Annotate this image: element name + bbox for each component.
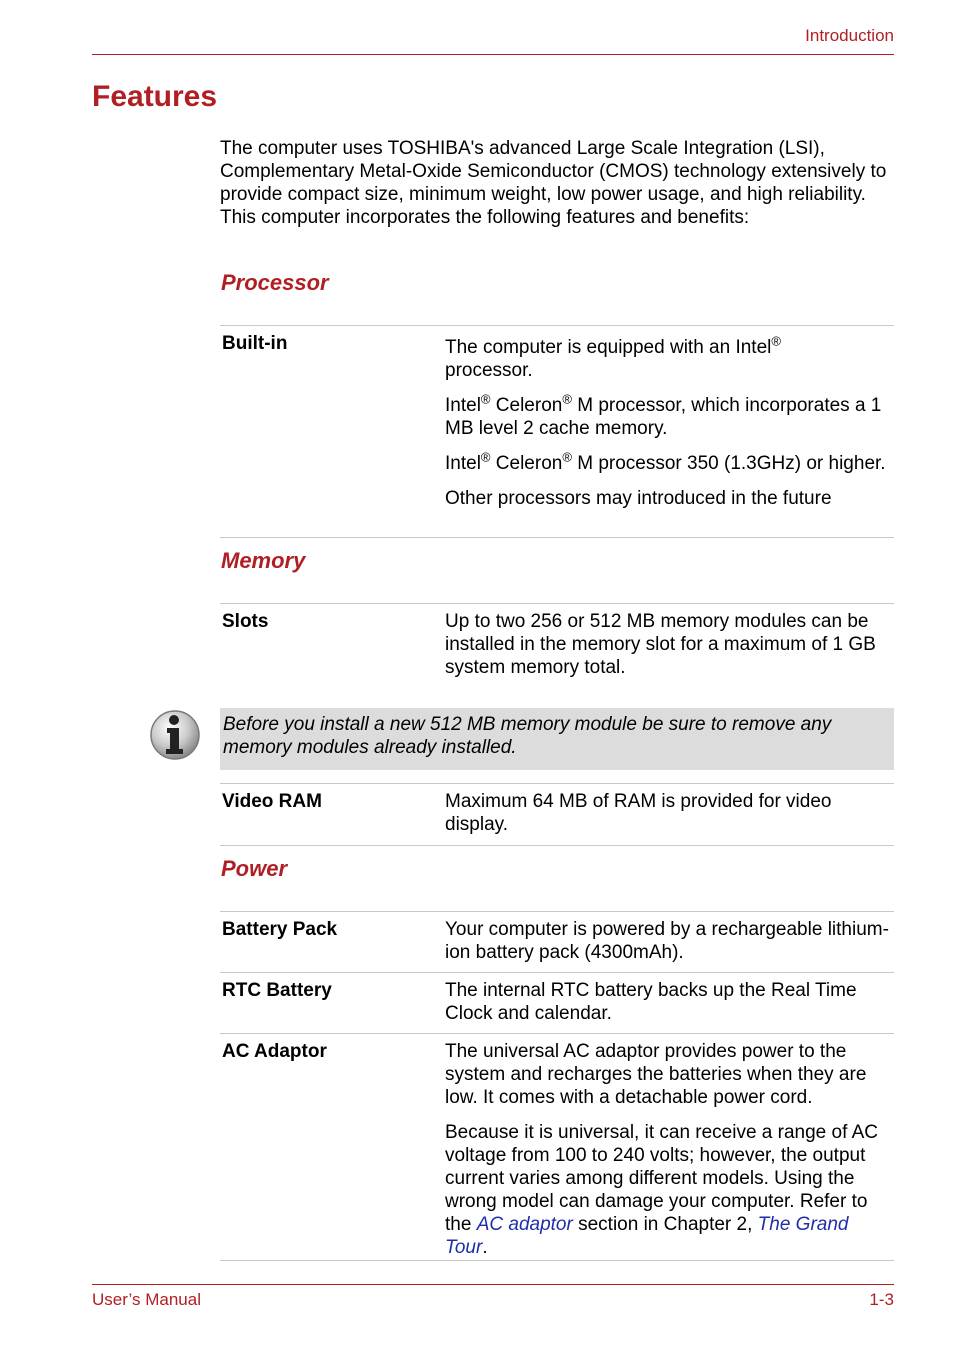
memory-note <box>220 708 894 770</box>
rtc-battery-description: The internal RTC battery backs up the Real Time Clock and calendar. <box>445 980 857 1024</box>
footer-divider <box>92 1284 894 1285</box>
memory-note-text: Before you install a new 512 MB memory module be sure to remove any memory modules already installed. <box>223 714 832 758</box>
header-divider <box>92 54 894 55</box>
page-number: 1-3 <box>869 1290 894 1309</box>
page-title: Features <box>92 80 218 113</box>
ac-adaptor-p1: The universal AC adaptor provides power to the system and recharges the batteries when they are low. It comes with a detachable power cord. <box>445 1041 867 1108</box>
power-heading: Power <box>221 856 288 881</box>
video-ram-label: Video RAM <box>222 791 322 812</box>
grand-tour-link[interactable]: The Grand Tour <box>445 1214 849 1258</box>
memory-heading: Memory <box>221 548 306 573</box>
battery-pack-row <box>220 911 894 973</box>
intro-paragraph: The computer uses TOSHIBA's advanced Large Scale Integration (LSI), Complementary Metal-Oxide Semiconductor (CMOS) technology extensively to provide compact size, minimum weight, low power usage, and high reliability. This computer incorporates the following features and benefits: <box>220 138 887 228</box>
battery-pack-description: Your computer is powered by a rechargeable lithium-ion battery pack (4300mAh). <box>445 919 889 963</box>
ac-adaptor-p2: Because it is universal, it can receive a range of AC voltage from 100 to 240 volts; however, the output current varies among different models. Using the wrong model can damage your computer. Refer to the AC adaptor section in Chapter 2, The Grand Tour. <box>445 1122 879 1258</box>
info-icon <box>148 708 202 762</box>
video-ram-description: Maximum 64 MB of RAM is provided for video display. <box>445 791 832 835</box>
builtin-p1: The computer is equipped with an Intel® processor. <box>445 333 781 381</box>
builtin-p2: Intel® Celeron® M processor, which incorporates a 1 MB level 2 cache memory. <box>445 391 882 439</box>
footer-manual-title: User’s Manual <box>92 1290 201 1309</box>
rtc-battery-row <box>220 972 894 1034</box>
builtin-p4: Other processors may introduced in the future <box>445 488 832 509</box>
ac-adaptor-row <box>220 1033 894 1261</box>
ac-adaptor-label: AC Adaptor <box>222 1041 327 1062</box>
builtin-label: Built-in <box>222 333 288 354</box>
battery-pack-label: Battery Pack <box>222 919 338 940</box>
rtc-battery-label: RTC Battery <box>222 980 332 1001</box>
processor-heading: Processor <box>221 270 329 295</box>
ac-adaptor-description <box>445 1040 891 1259</box>
video-ram-row <box>220 783 894 846</box>
builtin-p3: Intel® Celeron® M processor 350 (1.3GHz) or higher. <box>445 449 886 474</box>
processor-builtin-row <box>220 325 894 538</box>
memory-slots-row <box>220 603 894 694</box>
slots-description: Up to two 256 or 512 MB memory modules can be installed in the memory slot for a maximum of 1 GB system memory total. <box>445 611 876 678</box>
ac-adaptor-link[interactable]: AC adaptor <box>476 1214 573 1235</box>
builtin-description <box>445 333 891 510</box>
running-header: Introduction <box>805 26 894 45</box>
slots-label: Slots <box>222 611 269 632</box>
